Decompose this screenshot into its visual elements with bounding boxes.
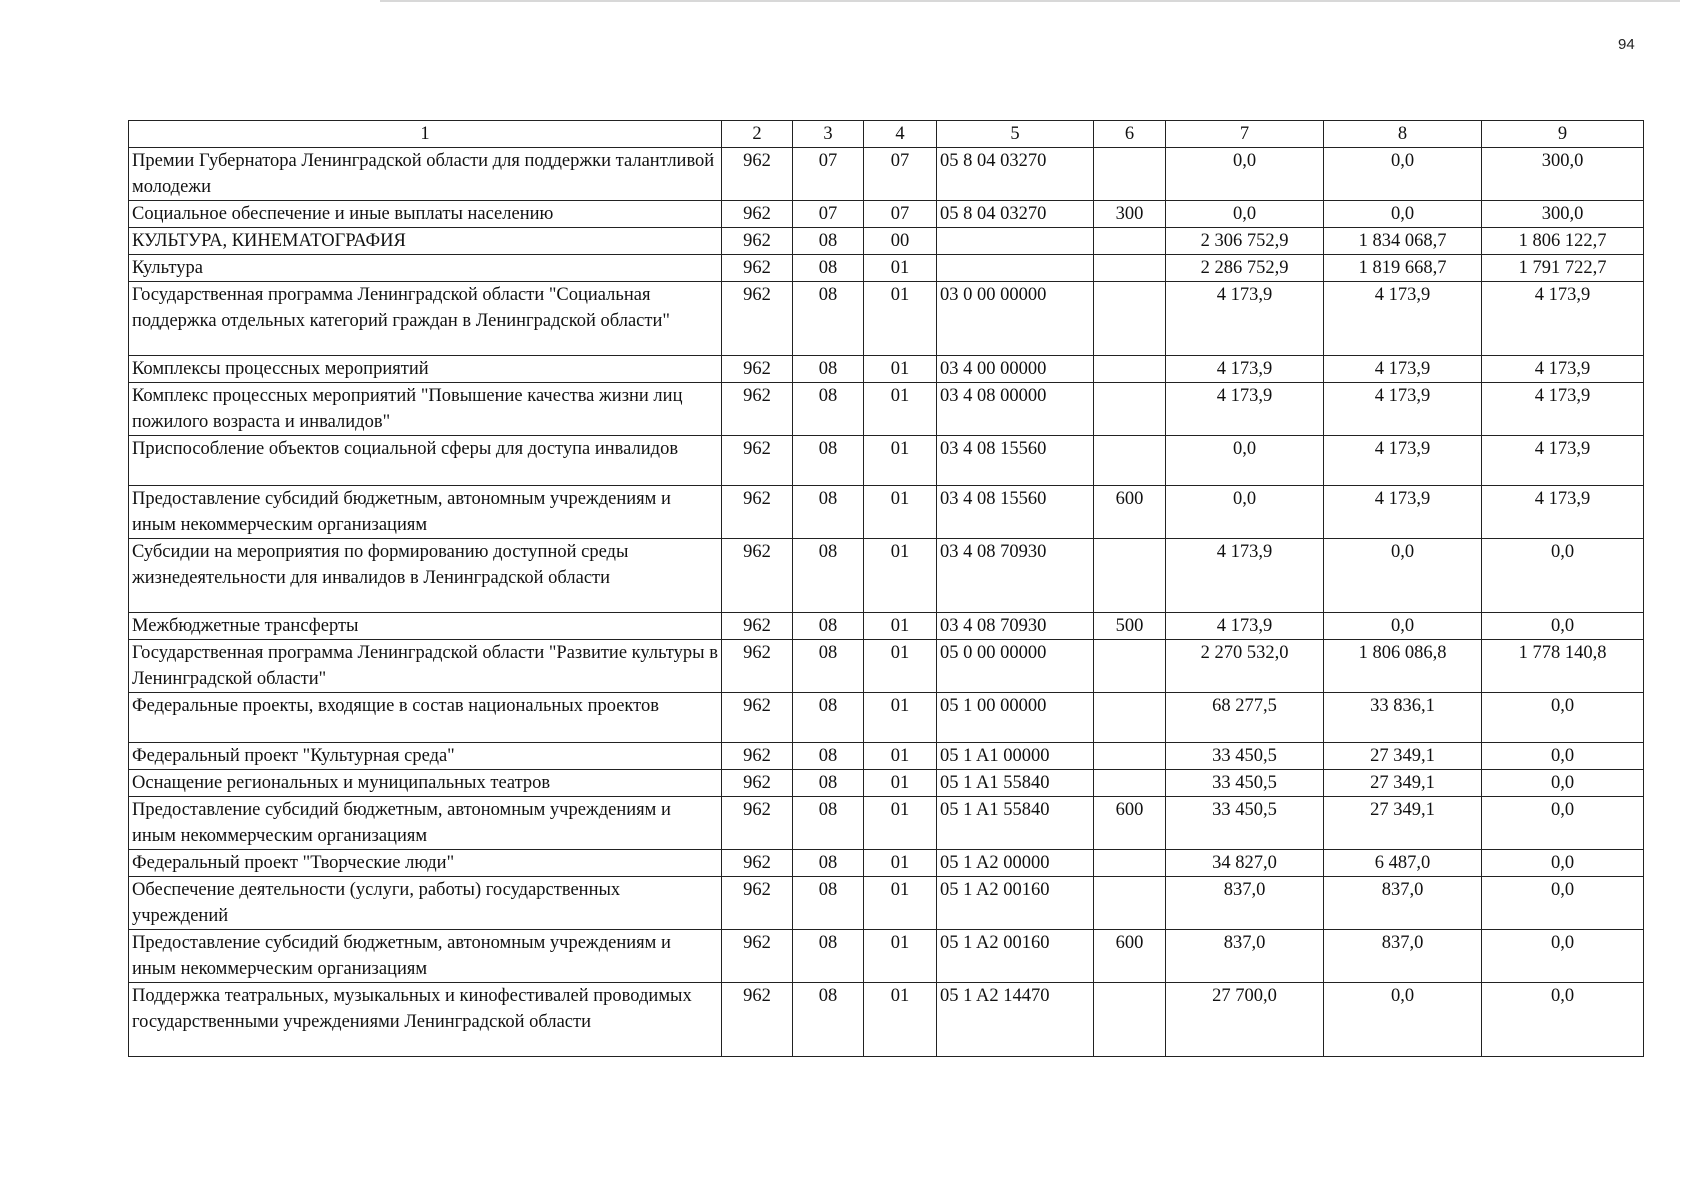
- row-code-expense-type: [1094, 539, 1166, 613]
- table-row: [129, 436, 1644, 486]
- row-code-section: 08: [793, 613, 864, 640]
- row-amount-col8: 837,0: [1324, 877, 1482, 930]
- row-amount-col7: 4 173,9: [1166, 613, 1324, 640]
- row-amount-col9: 4 173,9: [1482, 486, 1644, 539]
- row-code-section: 08: [793, 797, 864, 850]
- row-amount-col8: 0,0: [1324, 613, 1482, 640]
- row-code-admin: 962: [722, 228, 793, 255]
- row-code-section: 08: [793, 356, 864, 383]
- row-code-expense-type: [1094, 743, 1166, 770]
- row-name: КУЛЬТУРА, КИНЕМАТОГРАФИЯ: [129, 228, 722, 255]
- row-code-target: 05 0 00 00000: [937, 640, 1094, 693]
- header-cell: 8: [1324, 121, 1482, 148]
- row-amount-col9: 0,0: [1482, 539, 1644, 613]
- table-row: [129, 148, 1644, 201]
- row-code-section: 08: [793, 930, 864, 983]
- row-amount-col9: 0,0: [1482, 877, 1644, 930]
- row-code-admin: 962: [722, 983, 793, 1057]
- row-code-expense-type: 300: [1094, 201, 1166, 228]
- row-code-expense-type: [1094, 436, 1166, 486]
- row-name: Государственная программа Ленинградской области "Социальная поддержка отдельных категорий граждан в Ленинградской области": [129, 282, 722, 356]
- row-code-target: 05 1 A1 00000: [937, 743, 1094, 770]
- row-code-target: 05 1 A1 55840: [937, 797, 1094, 850]
- row-code-target: 03 4 08 00000: [937, 383, 1094, 436]
- row-code-subsection: 01: [864, 539, 937, 613]
- row-code-section: 08: [793, 539, 864, 613]
- table-row: [129, 930, 1644, 983]
- row-amount-col9: 300,0: [1482, 201, 1644, 228]
- budget-table: [128, 120, 1644, 1057]
- row-code-admin: 962: [722, 743, 793, 770]
- row-code-subsection: 01: [864, 356, 937, 383]
- row-name: Социальное обеспечение и иные выплаты населению: [129, 201, 722, 228]
- row-code-expense-type: 600: [1094, 930, 1166, 983]
- row-code-section: 08: [793, 877, 864, 930]
- row-amount-col8: 0,0: [1324, 983, 1482, 1057]
- row-amount-col8: 27 349,1: [1324, 770, 1482, 797]
- table-row: [129, 228, 1644, 255]
- row-amount-col9: 4 173,9: [1482, 356, 1644, 383]
- row-code-admin: 962: [722, 201, 793, 228]
- header-cell: 7: [1166, 121, 1324, 148]
- row-name: Предоставление субсидий бюджетным, автономным учреждениям и иным некоммерческим организациям: [129, 930, 722, 983]
- table-row: [129, 797, 1644, 850]
- table-row: [129, 983, 1644, 1057]
- row-code-admin: 962: [722, 282, 793, 356]
- row-amount-col8: 1 819 668,7: [1324, 255, 1482, 282]
- header-cell: 2: [722, 121, 793, 148]
- header-cell: 5: [937, 121, 1094, 148]
- row-amount-col7: 27 700,0: [1166, 983, 1324, 1057]
- row-amount-col9: 0,0: [1482, 770, 1644, 797]
- row-code-target: 03 4 00 00000: [937, 356, 1094, 383]
- table-row: [129, 282, 1644, 356]
- table-row: [129, 356, 1644, 383]
- row-code-target: 05 1 00 00000: [937, 693, 1094, 743]
- row-amount-col9: 0,0: [1482, 930, 1644, 983]
- row-code-admin: 962: [722, 930, 793, 983]
- row-amount-col9: 1 791 722,7: [1482, 255, 1644, 282]
- row-code-expense-type: 600: [1094, 797, 1166, 850]
- row-amount-col7: 0,0: [1166, 486, 1324, 539]
- row-code-subsection: 01: [864, 797, 937, 850]
- row-amount-col9: 300,0: [1482, 148, 1644, 201]
- row-code-section: 08: [793, 640, 864, 693]
- row-amount-col7: 0,0: [1166, 201, 1324, 228]
- row-code-section: 07: [793, 201, 864, 228]
- row-code-subsection: 01: [864, 486, 937, 539]
- header-row: [129, 121, 1644, 148]
- row-code-admin: 962: [722, 613, 793, 640]
- row-amount-col8: 0,0: [1324, 148, 1482, 201]
- table-row: [129, 877, 1644, 930]
- row-code-section: 08: [793, 436, 864, 486]
- row-code-target: 05 1 A2 14470: [937, 983, 1094, 1057]
- row-amount-col7: 2 270 532,0: [1166, 640, 1324, 693]
- table-row: [129, 743, 1644, 770]
- row-code-section: 08: [793, 255, 864, 282]
- row-amount-col9: 0,0: [1482, 983, 1644, 1057]
- row-name: Комплекс процессных мероприятий "Повышение качества жизни лиц пожилого возраста и инвалидов": [129, 383, 722, 436]
- row-code-admin: 962: [722, 640, 793, 693]
- row-amount-col8: 27 349,1: [1324, 797, 1482, 850]
- row-code-target: 05 1 A2 00160: [937, 877, 1094, 930]
- row-amount-col8: 1 806 086,8: [1324, 640, 1482, 693]
- table-row: [129, 201, 1644, 228]
- row-amount-col7: 2 286 752,9: [1166, 255, 1324, 282]
- table-row: [129, 693, 1644, 743]
- row-code-expense-type: 500: [1094, 613, 1166, 640]
- row-code-target: 05 8 04 03270: [937, 201, 1094, 228]
- row-amount-col9: 0,0: [1482, 613, 1644, 640]
- row-code-target: 05 8 04 03270: [937, 148, 1094, 201]
- row-code-subsection: 01: [864, 255, 937, 282]
- row-amount-col7: 2 306 752,9: [1166, 228, 1324, 255]
- row-code-subsection: 01: [864, 743, 937, 770]
- row-amount-col8: 4 173,9: [1324, 436, 1482, 486]
- header-cell: 6: [1094, 121, 1166, 148]
- row-name: Обеспечение деятельности (услуги, работы) государственных учреждений: [129, 877, 722, 930]
- table-row: [129, 850, 1644, 877]
- row-name: Федеральный проект "Творческие люди": [129, 850, 722, 877]
- table-row: [129, 770, 1644, 797]
- row-code-expense-type: [1094, 282, 1166, 356]
- row-code-expense-type: [1094, 148, 1166, 201]
- row-code-subsection: 01: [864, 613, 937, 640]
- table-row: [129, 613, 1644, 640]
- table-row: [129, 640, 1644, 693]
- row-amount-col8: 837,0: [1324, 930, 1482, 983]
- row-amount-col8: 0,0: [1324, 539, 1482, 613]
- row-code-subsection: 01: [864, 983, 937, 1057]
- row-amount-col8: 6 487,0: [1324, 850, 1482, 877]
- row-code-subsection: 01: [864, 693, 937, 743]
- row-code-target: [937, 228, 1094, 255]
- header-cell: 9: [1482, 121, 1644, 148]
- row-code-expense-type: [1094, 356, 1166, 383]
- row-amount-col9: 0,0: [1482, 743, 1644, 770]
- row-amount-col7: 837,0: [1166, 877, 1324, 930]
- row-code-target: [937, 255, 1094, 282]
- row-amount-col8: 27 349,1: [1324, 743, 1482, 770]
- row-amount-col8: 4 173,9: [1324, 282, 1482, 356]
- row-code-expense-type: [1094, 877, 1166, 930]
- row-code-section: 08: [793, 282, 864, 356]
- row-amount-col8: 0,0: [1324, 201, 1482, 228]
- page-number: 94: [1618, 36, 1635, 53]
- row-code-target: 03 4 08 70930: [937, 539, 1094, 613]
- row-amount-col8: 4 173,9: [1324, 486, 1482, 539]
- row-code-expense-type: [1094, 255, 1166, 282]
- row-amount-col9: 1 778 140,8: [1482, 640, 1644, 693]
- row-amount-col7: 68 277,5: [1166, 693, 1324, 743]
- row-amount-col8: 33 836,1: [1324, 693, 1482, 743]
- row-code-target: 03 4 08 70930: [937, 613, 1094, 640]
- header-cell: 3: [793, 121, 864, 148]
- row-code-admin: 962: [722, 356, 793, 383]
- row-code-subsection: 01: [864, 877, 937, 930]
- row-code-section: 08: [793, 693, 864, 743]
- row-name: Государственная программа Ленинградской области "Развитие культуры в Ленинградской области": [129, 640, 722, 693]
- row-amount-col9: 4 173,9: [1482, 436, 1644, 486]
- row-amount-col7: 0,0: [1166, 436, 1324, 486]
- row-code-expense-type: [1094, 770, 1166, 797]
- scan-top-edge: [380, 0, 1680, 2]
- row-amount-col7: 4 173,9: [1166, 383, 1324, 436]
- row-code-target: 03 4 08 15560: [937, 486, 1094, 539]
- row-code-subsection: 01: [864, 850, 937, 877]
- row-code-subsection: 07: [864, 201, 937, 228]
- row-code-admin: 962: [722, 770, 793, 797]
- row-name: Приспособление объектов социальной сферы для доступа инвалидов: [129, 436, 722, 486]
- row-name: Межбюджетные трансферты: [129, 613, 722, 640]
- row-amount-col7: 33 450,5: [1166, 797, 1324, 850]
- row-code-subsection: 07: [864, 148, 937, 201]
- row-code-section: 08: [793, 770, 864, 797]
- row-amount-col9: 4 173,9: [1482, 282, 1644, 356]
- row-code-section: 08: [793, 743, 864, 770]
- row-code-admin: 962: [722, 255, 793, 282]
- row-name: Субсидии на мероприятия по формированию доступной среды жизнедеятельности для инвалидов в Ленинградской области: [129, 539, 722, 613]
- row-name: Поддержка театральных, музыкальных и кинофестивалей проводимых государственными учреждениями Ленинградской области: [129, 983, 722, 1057]
- row-code-subsection: 01: [864, 930, 937, 983]
- row-code-expense-type: [1094, 693, 1166, 743]
- row-code-target: 03 4 08 15560: [937, 436, 1094, 486]
- row-code-admin: 962: [722, 486, 793, 539]
- row-amount-col9: 0,0: [1482, 693, 1644, 743]
- row-code-target: 05 1 A2 00160: [937, 930, 1094, 983]
- row-amount-col7: 34 827,0: [1166, 850, 1324, 877]
- row-code-expense-type: [1094, 640, 1166, 693]
- header-cell: 4: [864, 121, 937, 148]
- row-name: Предоставление субсидий бюджетным, автономным учреждениям и иным некоммерческим организациям: [129, 797, 722, 850]
- row-amount-col7: 4 173,9: [1166, 282, 1324, 356]
- row-code-target: 05 1 A2 00000: [937, 850, 1094, 877]
- row-code-subsection: 01: [864, 640, 937, 693]
- row-name: Комплексы процессных мероприятий: [129, 356, 722, 383]
- row-code-subsection: 01: [864, 770, 937, 797]
- table-row: [129, 383, 1644, 436]
- row-code-target: 05 1 A1 55840: [937, 770, 1094, 797]
- row-amount-col8: 4 173,9: [1324, 383, 1482, 436]
- table-row: [129, 539, 1644, 613]
- row-code-section: 08: [793, 850, 864, 877]
- row-name: Премии Губернатора Ленинградской области для поддержки талантливой молодежи: [129, 148, 722, 201]
- row-amount-col7: 4 173,9: [1166, 356, 1324, 383]
- row-amount-col9: 0,0: [1482, 850, 1644, 877]
- row-name: Оснащение региональных и муниципальных театров: [129, 770, 722, 797]
- table-row: [129, 486, 1644, 539]
- row-name: Федеральный проект "Культурная среда": [129, 743, 722, 770]
- row-code-expense-type: [1094, 228, 1166, 255]
- row-code-admin: 962: [722, 693, 793, 743]
- row-code-admin: 962: [722, 383, 793, 436]
- row-amount-col9: 1 806 122,7: [1482, 228, 1644, 255]
- row-amount-col8: 1 834 068,7: [1324, 228, 1482, 255]
- row-code-admin: 962: [722, 850, 793, 877]
- row-code-admin: 962: [722, 148, 793, 201]
- row-code-admin: 962: [722, 877, 793, 930]
- row-code-section: 08: [793, 486, 864, 539]
- row-code-expense-type: [1094, 850, 1166, 877]
- row-amount-col7: 33 450,5: [1166, 743, 1324, 770]
- row-code-section: 07: [793, 148, 864, 201]
- row-code-expense-type: [1094, 983, 1166, 1057]
- row-amount-col9: 4 173,9: [1482, 383, 1644, 436]
- row-code-section: 08: [793, 228, 864, 255]
- row-code-expense-type: 600: [1094, 486, 1166, 539]
- row-code-admin: 962: [722, 436, 793, 486]
- table-row: [129, 255, 1644, 282]
- row-code-expense-type: [1094, 383, 1166, 436]
- row-code-subsection: 01: [864, 282, 937, 356]
- row-name: Предоставление субсидий бюджетным, автономным учреждениям и иным некоммерческим организациям: [129, 486, 722, 539]
- row-code-admin: 962: [722, 797, 793, 850]
- row-name: Культура: [129, 255, 722, 282]
- row-amount-col7: 4 173,9: [1166, 539, 1324, 613]
- row-amount-col8: 4 173,9: [1324, 356, 1482, 383]
- row-amount-col9: 0,0: [1482, 797, 1644, 850]
- row-code-admin: 962: [722, 539, 793, 613]
- row-code-target: 03 0 00 00000: [937, 282, 1094, 356]
- row-amount-col7: 837,0: [1166, 930, 1324, 983]
- row-code-section: 08: [793, 983, 864, 1057]
- row-amount-col7: 33 450,5: [1166, 770, 1324, 797]
- row-code-subsection: 01: [864, 383, 937, 436]
- row-code-section: 08: [793, 383, 864, 436]
- header-cell: 1: [129, 121, 722, 148]
- row-amount-col7: 0,0: [1166, 148, 1324, 201]
- row-code-subsection: 01: [864, 436, 937, 486]
- row-code-subsection: 00: [864, 228, 937, 255]
- row-name: Федеральные проекты, входящие в состав национальных проектов: [129, 693, 722, 743]
